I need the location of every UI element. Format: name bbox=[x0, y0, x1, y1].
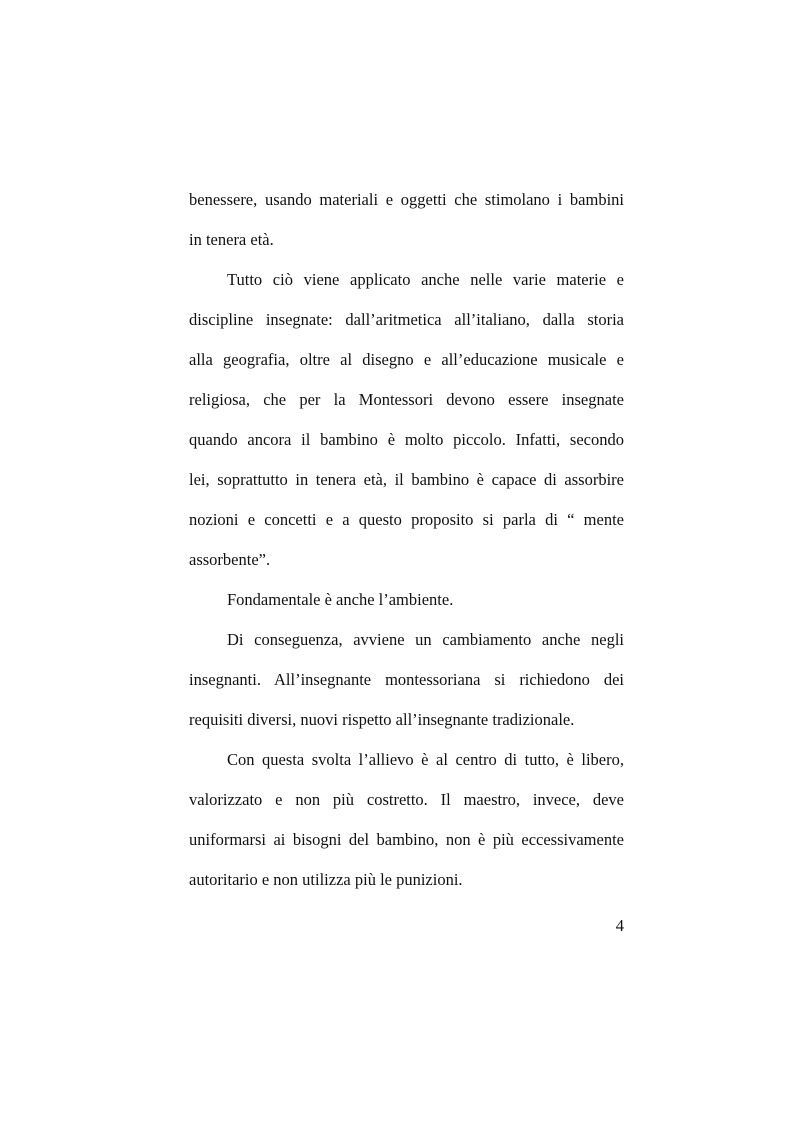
text-line: autoritario e non utilizza più le punizioni. bbox=[189, 870, 463, 889]
text-line: discipline insegnate: dall’aritmetica all’italiano, dalla storia bbox=[189, 310, 624, 329]
page-number: 4 bbox=[615, 916, 624, 935]
body-text bbox=[189, 180, 624, 900]
text-line: uniformarsi ai bisogni del bambino, non è più eccessivamente bbox=[189, 830, 624, 849]
text-line: in tenera età. bbox=[189, 230, 274, 249]
text-line: quando ancora il bambino è molto piccolo. Infatti, secondo bbox=[189, 430, 624, 449]
text-line: assorbente”. bbox=[189, 550, 271, 569]
text-line: religiosa, che per la Montessori devono essere insegnate bbox=[189, 390, 624, 409]
text-line: requisiti diversi, nuovi rispetto all’insegnante tradizionale. bbox=[189, 710, 575, 729]
text-line: benessere, usando materiali e oggetti che stimolano i bambini bbox=[189, 190, 624, 209]
text-line: valorizzato e non più costretto. Il maestro, invece, deve bbox=[189, 790, 624, 809]
text-line: Con questa svolta l’allievo è al centro di tutto, è libero, bbox=[227, 750, 624, 769]
text-line: nozioni e concetti e a questo proposito si parla di “ mente bbox=[189, 510, 624, 529]
text-line: lei, soprattutto in tenera età, il bambino è capace di assorbire bbox=[189, 470, 624, 489]
text-line: insegnanti. All’insegnante montessoriana si richiedono dei bbox=[189, 670, 624, 689]
text-line: Di conseguenza, avviene un cambiamento anche negli bbox=[227, 630, 624, 649]
text-line: alla geografia, oltre al disegno e all’educazione musicale e bbox=[189, 350, 624, 369]
text-line: Tutto ciò viene applicato anche nelle varie materie e bbox=[227, 270, 624, 289]
text-line: Fondamentale è anche l’ambiente. bbox=[227, 590, 454, 609]
